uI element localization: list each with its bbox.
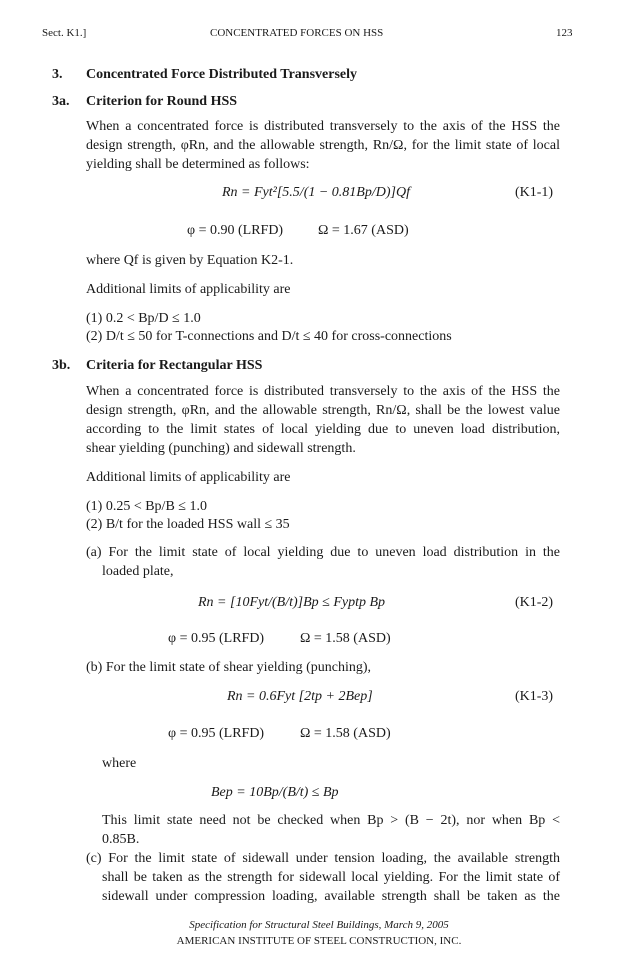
paragraph-line: according to the limit states of local yielding due to uneven load distribution, <box>86 422 560 437</box>
limit-item: (1) 0.25 < Bp/B ≤ 1.0 <box>86 499 207 514</box>
resistance-factor: φ = 0.95 (LRFD) <box>168 726 265 741</box>
paragraph-line: design strength, φRn, and the allowable strength, Rn/Ω, shall be the lowest value <box>86 403 560 418</box>
safety-factor: Ω = 1.67 (ASD) <box>318 223 409 238</box>
limit-item: (2) B/t for the loaded HSS wall ≤ 35 <box>86 517 290 532</box>
list-item-a: (a) For the limit state of local yielding due to uneven load distribution in the <box>86 545 560 560</box>
equation-label: (K1-3) <box>515 689 554 704</box>
safety-factor: Ω = 1.58 (ASD) <box>300 631 391 646</box>
section-number: 3. <box>52 67 63 82</box>
subsection-number: 3b. <box>52 358 71 373</box>
paragraph-line: When a concentrated force is distributed transversely to the axis of the HSS the <box>86 119 560 134</box>
subsection-title: Criteria for Rectangular HSS <box>86 358 263 373</box>
list-item-b: (b) For the limit state of shear yielding (punching), <box>86 660 371 675</box>
paragraph-line: design strength, φRn, and the allowable strength, Rn/Ω, for the limit state of local <box>86 138 560 153</box>
page-number: 123 <box>556 27 573 39</box>
safety-factor: Ω = 1.58 (ASD) <box>300 726 391 741</box>
section-title: Concentrated Force Distributed Transversely <box>86 67 358 82</box>
equation-k1-2: Rn = [10Fyt/(B/t)]Bp ≤ Fyptp Bp <box>198 595 386 610</box>
limit-item: (2) D/t ≤ 50 for T-connections and D/t ≤ 40 for cross-connections <box>86 329 452 344</box>
equation-label: (K1-2) <box>515 595 554 610</box>
list-item-c: (c) For the limit state of sidewall under tension loading, the available strength <box>86 851 560 866</box>
paragraph-line: yielding shall be determined as follows: <box>86 157 310 172</box>
paragraph-line: Additional limits of applicability are <box>86 470 291 485</box>
equation-label: (K1-1) <box>515 185 554 200</box>
paragraph-line: where <box>102 756 137 771</box>
paragraph-line: shear yielding (punching) and sidewall strength. <box>86 441 356 456</box>
list-item-a-cont: loaded plate, <box>102 564 174 579</box>
paragraph-line: where Qf is given by Equation K2-1. <box>86 253 294 268</box>
paragraph-line: This limit state need not be checked when Bp > (B − 2t), nor when Bp < <box>102 813 560 828</box>
list-item-c-cont: sidewall under compression loading, available strength shall be taken as the <box>102 889 560 904</box>
paragraph-line: 0.85B. <box>102 832 140 847</box>
equation-bep: Bep = 10Bp/(B/t) ≤ Bp <box>211 785 339 800</box>
resistance-factor: φ = 0.90 (LRFD) <box>187 223 284 238</box>
limit-item: (1) 0.2 < Bp/D ≤ 1.0 <box>86 311 201 326</box>
resistance-factor: φ = 0.95 (LRFD) <box>168 631 265 646</box>
subsection-title: Criterion for Round HSS <box>86 94 238 109</box>
subsection-number: 3a. <box>52 94 70 109</box>
equation-k1-3: Rn = 0.6Fyt [2tp + 2Bep] <box>227 689 373 704</box>
running-header-title: CONCENTRATED FORCES ON HSS <box>210 27 384 39</box>
paragraph-line: Additional limits of applicability are <box>86 282 291 297</box>
paragraph-line: When a concentrated force is distributed transversely to the axis of the HSS the <box>86 384 560 399</box>
footer-publisher: AMERICAN INSTITUTE OF STEEL CONSTRUCTION, INC. <box>176 935 462 947</box>
running-header-section: Sect. K1.] <box>42 27 87 39</box>
list-item-c-cont: shall be taken as the strength for sidewall local yielding. For the limit state of <box>102 870 560 885</box>
footer-title: Specification for Structural Steel Buildings, March 9, 2005 <box>189 919 449 931</box>
equation-k1-1: Rn = Fyt²[5.5/(1 − 0.81Bp/D)]Qf <box>222 185 410 200</box>
